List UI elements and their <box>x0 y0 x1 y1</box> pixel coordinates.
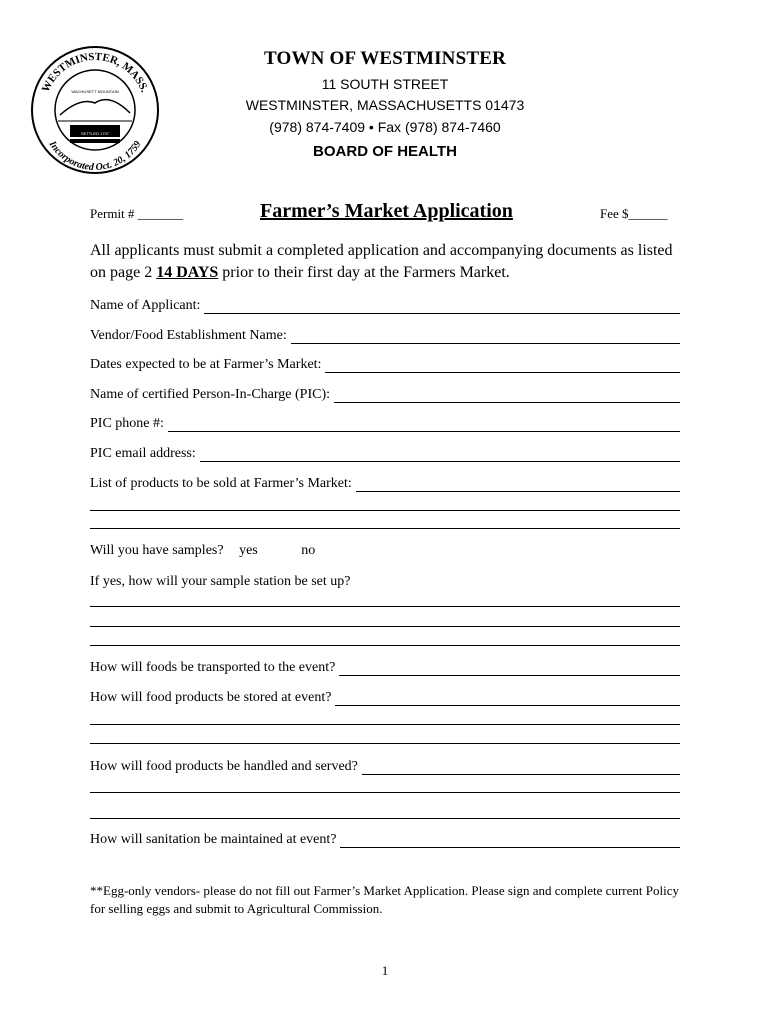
transport-field <box>90 660 680 676</box>
intro-paragraph <box>90 240 680 284</box>
sanitation-field <box>90 832 680 848</box>
samples-question: Will you have samples? <box>90 543 224 558</box>
storage-line[interactable] <box>335 691 680 706</box>
pic-email-label: PIC email address: <box>90 446 196 461</box>
handling-label: How will food products be handled and served? <box>90 759 358 774</box>
transport-line[interactable] <box>339 661 680 676</box>
seal-top-text: WESTMINSTER, MASS. <box>39 50 151 95</box>
form-title: Farmer’s Market Application <box>260 200 513 222</box>
storage-field <box>90 690 680 706</box>
pic-name-line[interactable] <box>334 388 680 403</box>
handling-line[interactable] <box>362 760 680 775</box>
pic-phone-field <box>90 416 680 432</box>
samples-no-option[interactable]: no <box>301 543 316 558</box>
intro-days: 14 DAYS <box>156 264 219 281</box>
storage-label: How will food products be stored at event? <box>90 690 332 705</box>
phone-fax: (978) 874-7409 • Fax (978) 874-7460 <box>269 119 501 135</box>
samples-yes-option[interactable]: yes <box>239 543 258 558</box>
transport-label: How will foods be transported to the event? <box>90 660 336 675</box>
products-label: List of products to be sold at Farmer’s Market: <box>90 476 352 491</box>
samples-question-row <box>90 543 315 559</box>
applicant-name-field <box>90 298 680 314</box>
fee-field: Fee $______ <box>600 206 668 221</box>
pic-name-field <box>90 387 680 403</box>
storage-line-3[interactable] <box>90 742 680 744</box>
sanitation-line[interactable] <box>340 833 680 848</box>
dates-label: Dates expected to be at Farmer’s Market: <box>90 357 322 372</box>
applicant-name-line[interactable] <box>204 299 680 314</box>
handling-line-3[interactable] <box>90 817 680 819</box>
vendor-name-field <box>90 328 680 344</box>
town-name: TOWN OF WESTMINSTER <box>263 48 507 69</box>
pic-name-label: Name of certified Person-In-Charge (PIC): <box>90 387 330 402</box>
applicant-name-label: Name of Applicant: <box>90 298 201 313</box>
handling-field <box>90 759 680 775</box>
storage-line-2[interactable] <box>90 723 680 725</box>
board-name: BOARD OF HEALTH <box>313 143 457 160</box>
handling-line-2[interactable] <box>90 791 680 793</box>
permit-number: Permit # _______ <box>90 206 184 221</box>
egg-vendor-note: **Egg-only vendors- please do not fill out Farmer’s Market Application. Please sign and complete current Policy for selling eggs and submit to Agricultural Commission. <box>90 883 679 916</box>
city-address: WESTMINSTER, MASSACHUSETTS 01473 <box>245 97 525 113</box>
seal-inner-top: WACHUSETT MOUNTAIN <box>71 89 119 94</box>
street-address: 11 SOUTH STREET <box>321 76 449 92</box>
sample-setup-line-1[interactable] <box>90 605 680 607</box>
dates-line[interactable] <box>325 358 680 373</box>
pic-phone-line[interactable] <box>168 417 680 432</box>
intro-text-end: prior to their first day at the Farmers Market. <box>218 264 510 281</box>
sample-setup-line-3[interactable] <box>90 644 680 646</box>
seal-inner-bottom: SETTLED 1737 <box>80 131 110 136</box>
vendor-name-line[interactable] <box>291 329 680 344</box>
products-line-2[interactable] <box>90 509 680 511</box>
intro-text: All applicants must submit a completed application and accompanying documents as listed on page 2 <box>90 242 673 281</box>
dates-field <box>90 357 680 373</box>
pic-phone-label: PIC phone #: <box>90 416 164 431</box>
products-line[interactable] <box>356 477 680 492</box>
sample-setup-question: If yes, how will your sample station be set up? <box>90 574 351 589</box>
products-field <box>90 476 680 492</box>
page-number: 1 <box>381 963 389 978</box>
sample-setup-line-2[interactable] <box>90 625 680 627</box>
products-line-3[interactable] <box>90 527 680 529</box>
pic-email-line[interactable] <box>200 447 680 462</box>
seal-bottom-text: Incorporated Oct. 20, 1759 <box>46 139 144 174</box>
sanitation-label: How will sanitation be maintained at event? <box>90 832 337 847</box>
vendor-name-label: Vendor/Food Establishment Name: <box>90 328 287 343</box>
pic-email-field <box>90 446 680 462</box>
